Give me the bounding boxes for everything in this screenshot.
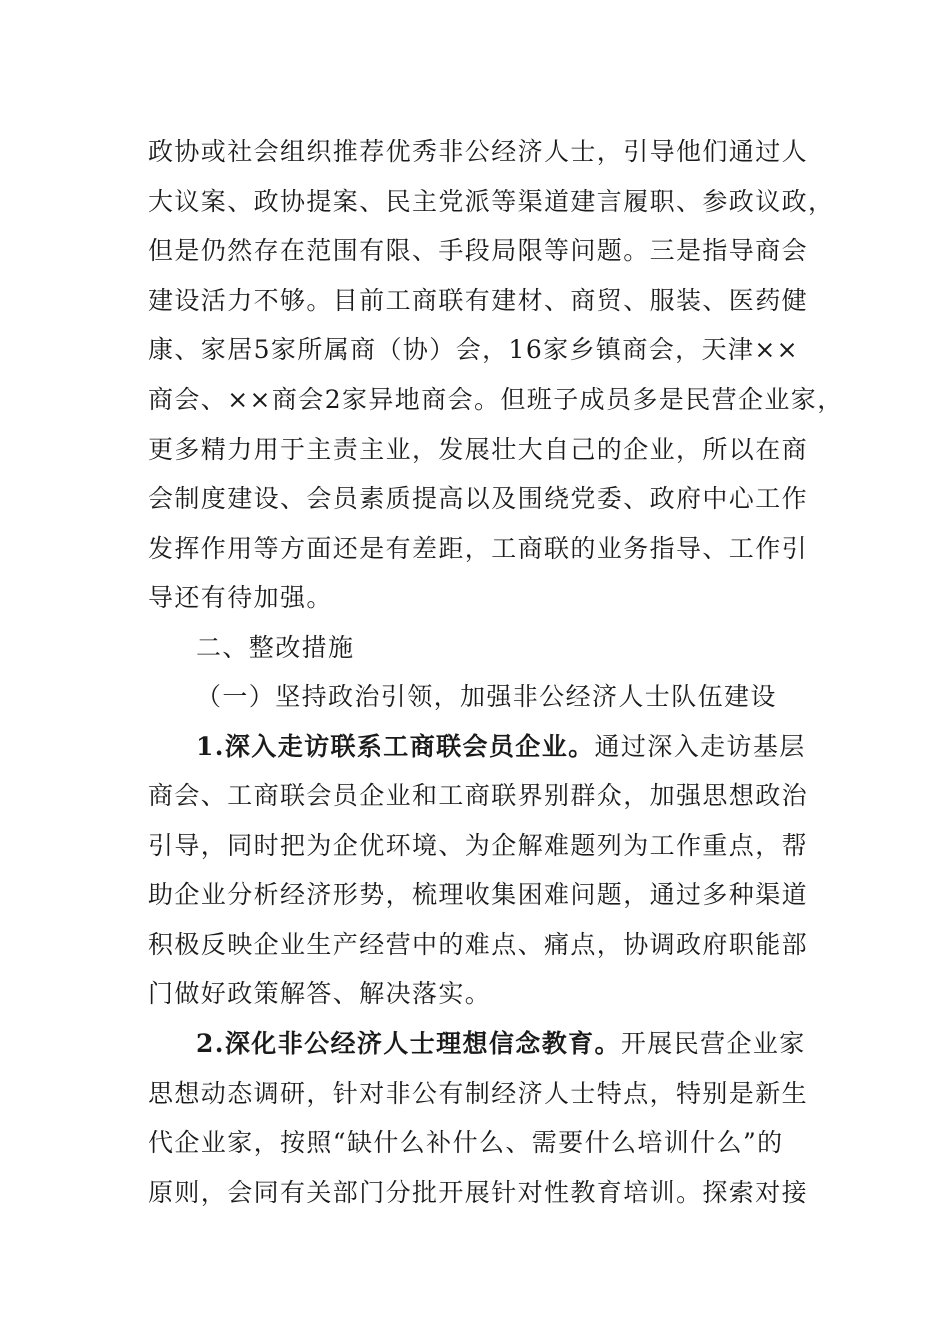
body-line: 康、家居5家所属商（协）会，16家乡镇商会，天津×× (148, 335, 800, 364)
body-line: 但是仍然存在范围有限、手段局限等问题。三是指导商会 (148, 236, 809, 265)
body-line: 政协或社会组织推荐优秀非公经济人士，引导他们通过人 (148, 137, 809, 166)
item-text: 通过深入走访基层 (594, 732, 806, 761)
body-line: 积极反映企业生产经营中的难点、痛点，协调政府职能部 (148, 930, 809, 959)
body-line: 助企业分析经济形势，梳理收集困难问题，通过多种渠道 (148, 880, 809, 909)
section-heading: 二、整改措施 (196, 633, 355, 662)
body-line: 原则，会同有关部门分批开展针对性教育培训。探索对接 (148, 1178, 809, 1207)
body-line: 门做好政策解答、解决落实。 (148, 979, 492, 1008)
item-heading-line (196, 1028, 806, 1060)
item-heading: 2.深化非公经济人士理想信念教育。 (196, 1029, 621, 1058)
body-line: 商会、××商会2家异地商会。但班子成员多是民营企业家， (148, 385, 844, 414)
body-line: 更多精力用于主责主业，发展壮大自己的企业，所以在商 (148, 435, 809, 464)
body-line: 发挥作用等方面还是有差距，工商联的业务指导、工作引 (148, 534, 809, 563)
body-line: 导还有待加强。 (148, 583, 333, 612)
subsection-heading: （一）坚持政治引领，加强非公经济人士队伍建设 (196, 682, 777, 711)
body-line: 思想动态调研，针对非公有制经济人士特点，特别是新生 (148, 1079, 809, 1108)
body-line: 大议案、政协提案、民主党派等渠道建言履职、参政议政， (148, 187, 835, 216)
item-text: 开展民营企业家 (620, 1029, 806, 1058)
body-line: 会制度建设、会员素质提高以及围绕党委、政府中心工作 (148, 484, 809, 513)
item-heading: 1.深入走访联系工商联会员企业。 (196, 732, 595, 761)
body-line: 代企业家，按照“缺什么补什么、需要什么培训什么”的 (148, 1128, 784, 1157)
body-line: 商会、工商联会员企业和工商联界别群众，加强思想政治 (148, 781, 809, 810)
body-line: 建设活力不够。目前工商联有建材、商贸、服装、医药健 (148, 286, 809, 315)
item-heading-line (196, 731, 806, 763)
body-line: 引导，同时把为企优环境、为企解难题列为工作重点，帮 (148, 831, 809, 860)
